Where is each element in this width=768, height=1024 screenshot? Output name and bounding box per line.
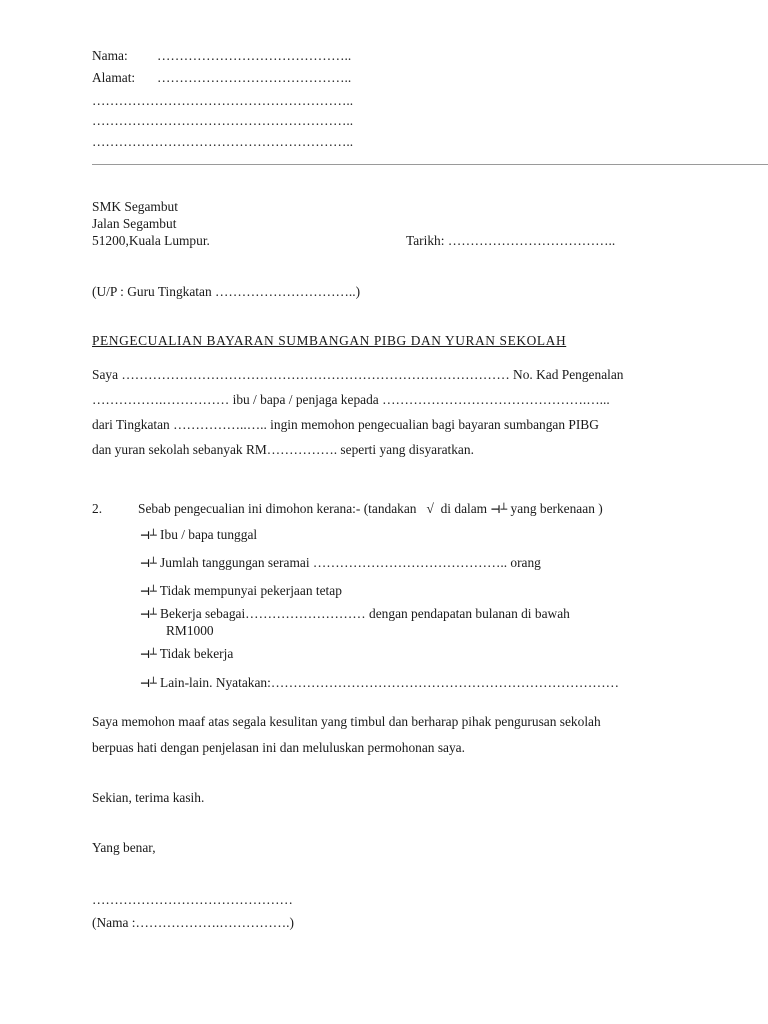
option-dependents[interactable] — [140, 555, 541, 572]
body-1-line-3: dari Tingkatan ……………..….. ingin memohon pengecualian bagi bayaran sumbangan PIBG — [92, 417, 599, 432]
reason-intro-b: di dalam — [440, 501, 488, 516]
option-label: Jumlah tanggungan seramai …………………………………….. orang — [160, 555, 541, 570]
body-1-line-1: Saya …………………………………………………………………………… No. Kad Pengenalan — [92, 367, 624, 382]
body-2-line-2: berpuas hati dengan penjelasan ini dan meluluskan permohonan saya. — [92, 740, 465, 755]
subject-heading: PENGECUALIAN BAYARAN SUMBANGAN PIBG DAN YURAN SEKOLAH — [92, 333, 567, 348]
closing-line: Sekian, terima kasih. — [92, 790, 205, 805]
recipient-line-1: SMK Segambut — [92, 199, 178, 214]
address-line-3: ………………………………………………….. — [92, 113, 354, 128]
checkbox-icon[interactable]: ⊣┴ — [140, 557, 157, 570]
option-label: Lain-lain. Nyatakan:…………………………………………………………………… — [160, 675, 620, 690]
option-working-as[interactable] — [140, 606, 570, 623]
option-not-working[interactable] — [140, 646, 233, 663]
reason-intro-c: yang berkenaan ) — [510, 501, 603, 516]
option-label: Tidak mempunyai pekerjaan tetap — [159, 583, 342, 598]
header-divider — [92, 164, 768, 165]
check-mark-icon: √ — [426, 501, 434, 516]
checkbox-icon[interactable]: ⊣┴ — [140, 529, 157, 542]
recipient-line-2: Jalan Segambut — [92, 216, 177, 231]
signature-name: (Nama :……………….…………….) — [92, 915, 294, 930]
signature-dots: ……………………………………… — [92, 892, 293, 907]
body-1-line-2: …………….…………… ibu / bapa / penjaga kepada ……………………………………….…... — [92, 392, 610, 407]
name-label: Nama: — [92, 48, 128, 63]
recipient-line-3: 51200,Kuala Lumpur. — [92, 233, 210, 248]
address-line-4: ………………………………………………….. — [92, 134, 354, 149]
address-label: Alamat: — [92, 70, 136, 85]
address-dots: …………………………………….. — [157, 70, 352, 85]
option-label: Tidak bekerja — [159, 646, 234, 661]
body-1-line-4: dan yuran sekolah sebanyak RM……………. seperti yang disyaratkan. — [92, 442, 474, 457]
attention-line: (U/P : Guru Tingkatan …………………………..) — [92, 284, 361, 299]
option-single-parent[interactable] — [140, 527, 257, 544]
checkbox-icon[interactable]: ⊣┴ — [140, 608, 157, 621]
date-dots: ……………………………….. — [447, 233, 616, 248]
option-label: Ibu / bapa tunggal — [160, 527, 258, 542]
checkbox-icon[interactable]: ⊣┴ — [140, 585, 157, 598]
body-2-line-1: Saya memohon maaf atas segala kesulitan yang timbul dan berharap pihak pengurusan sekolah — [92, 714, 601, 729]
option-no-fixed-job[interactable] — [140, 583, 342, 600]
checkbox-icon: ⊣┴ — [490, 503, 508, 516]
option-label: Bekerja sebagai……………………… dengan pendapatan bulanan di bawah — [160, 606, 570, 621]
sign-off: Yang benar, — [92, 840, 156, 855]
date-label: Tarikh: — [406, 233, 445, 248]
checkbox-icon[interactable]: ⊣┴ — [140, 677, 157, 690]
reason-number: 2. — [92, 501, 103, 516]
reason-intro — [138, 501, 603, 518]
checkbox-icon[interactable]: ⊣┴ — [140, 648, 157, 661]
date-field — [406, 233, 615, 249]
option-others[interactable] — [140, 675, 619, 692]
reason-intro-a: Sebab pengecualian ini dimohon kerana:- (tandakan — [138, 501, 417, 516]
name-dots: …………………………………….. — [157, 48, 352, 63]
address-line-2: ………………………………………………….. — [92, 93, 354, 108]
option-working-as-cont: RM1000 — [166, 623, 214, 638]
